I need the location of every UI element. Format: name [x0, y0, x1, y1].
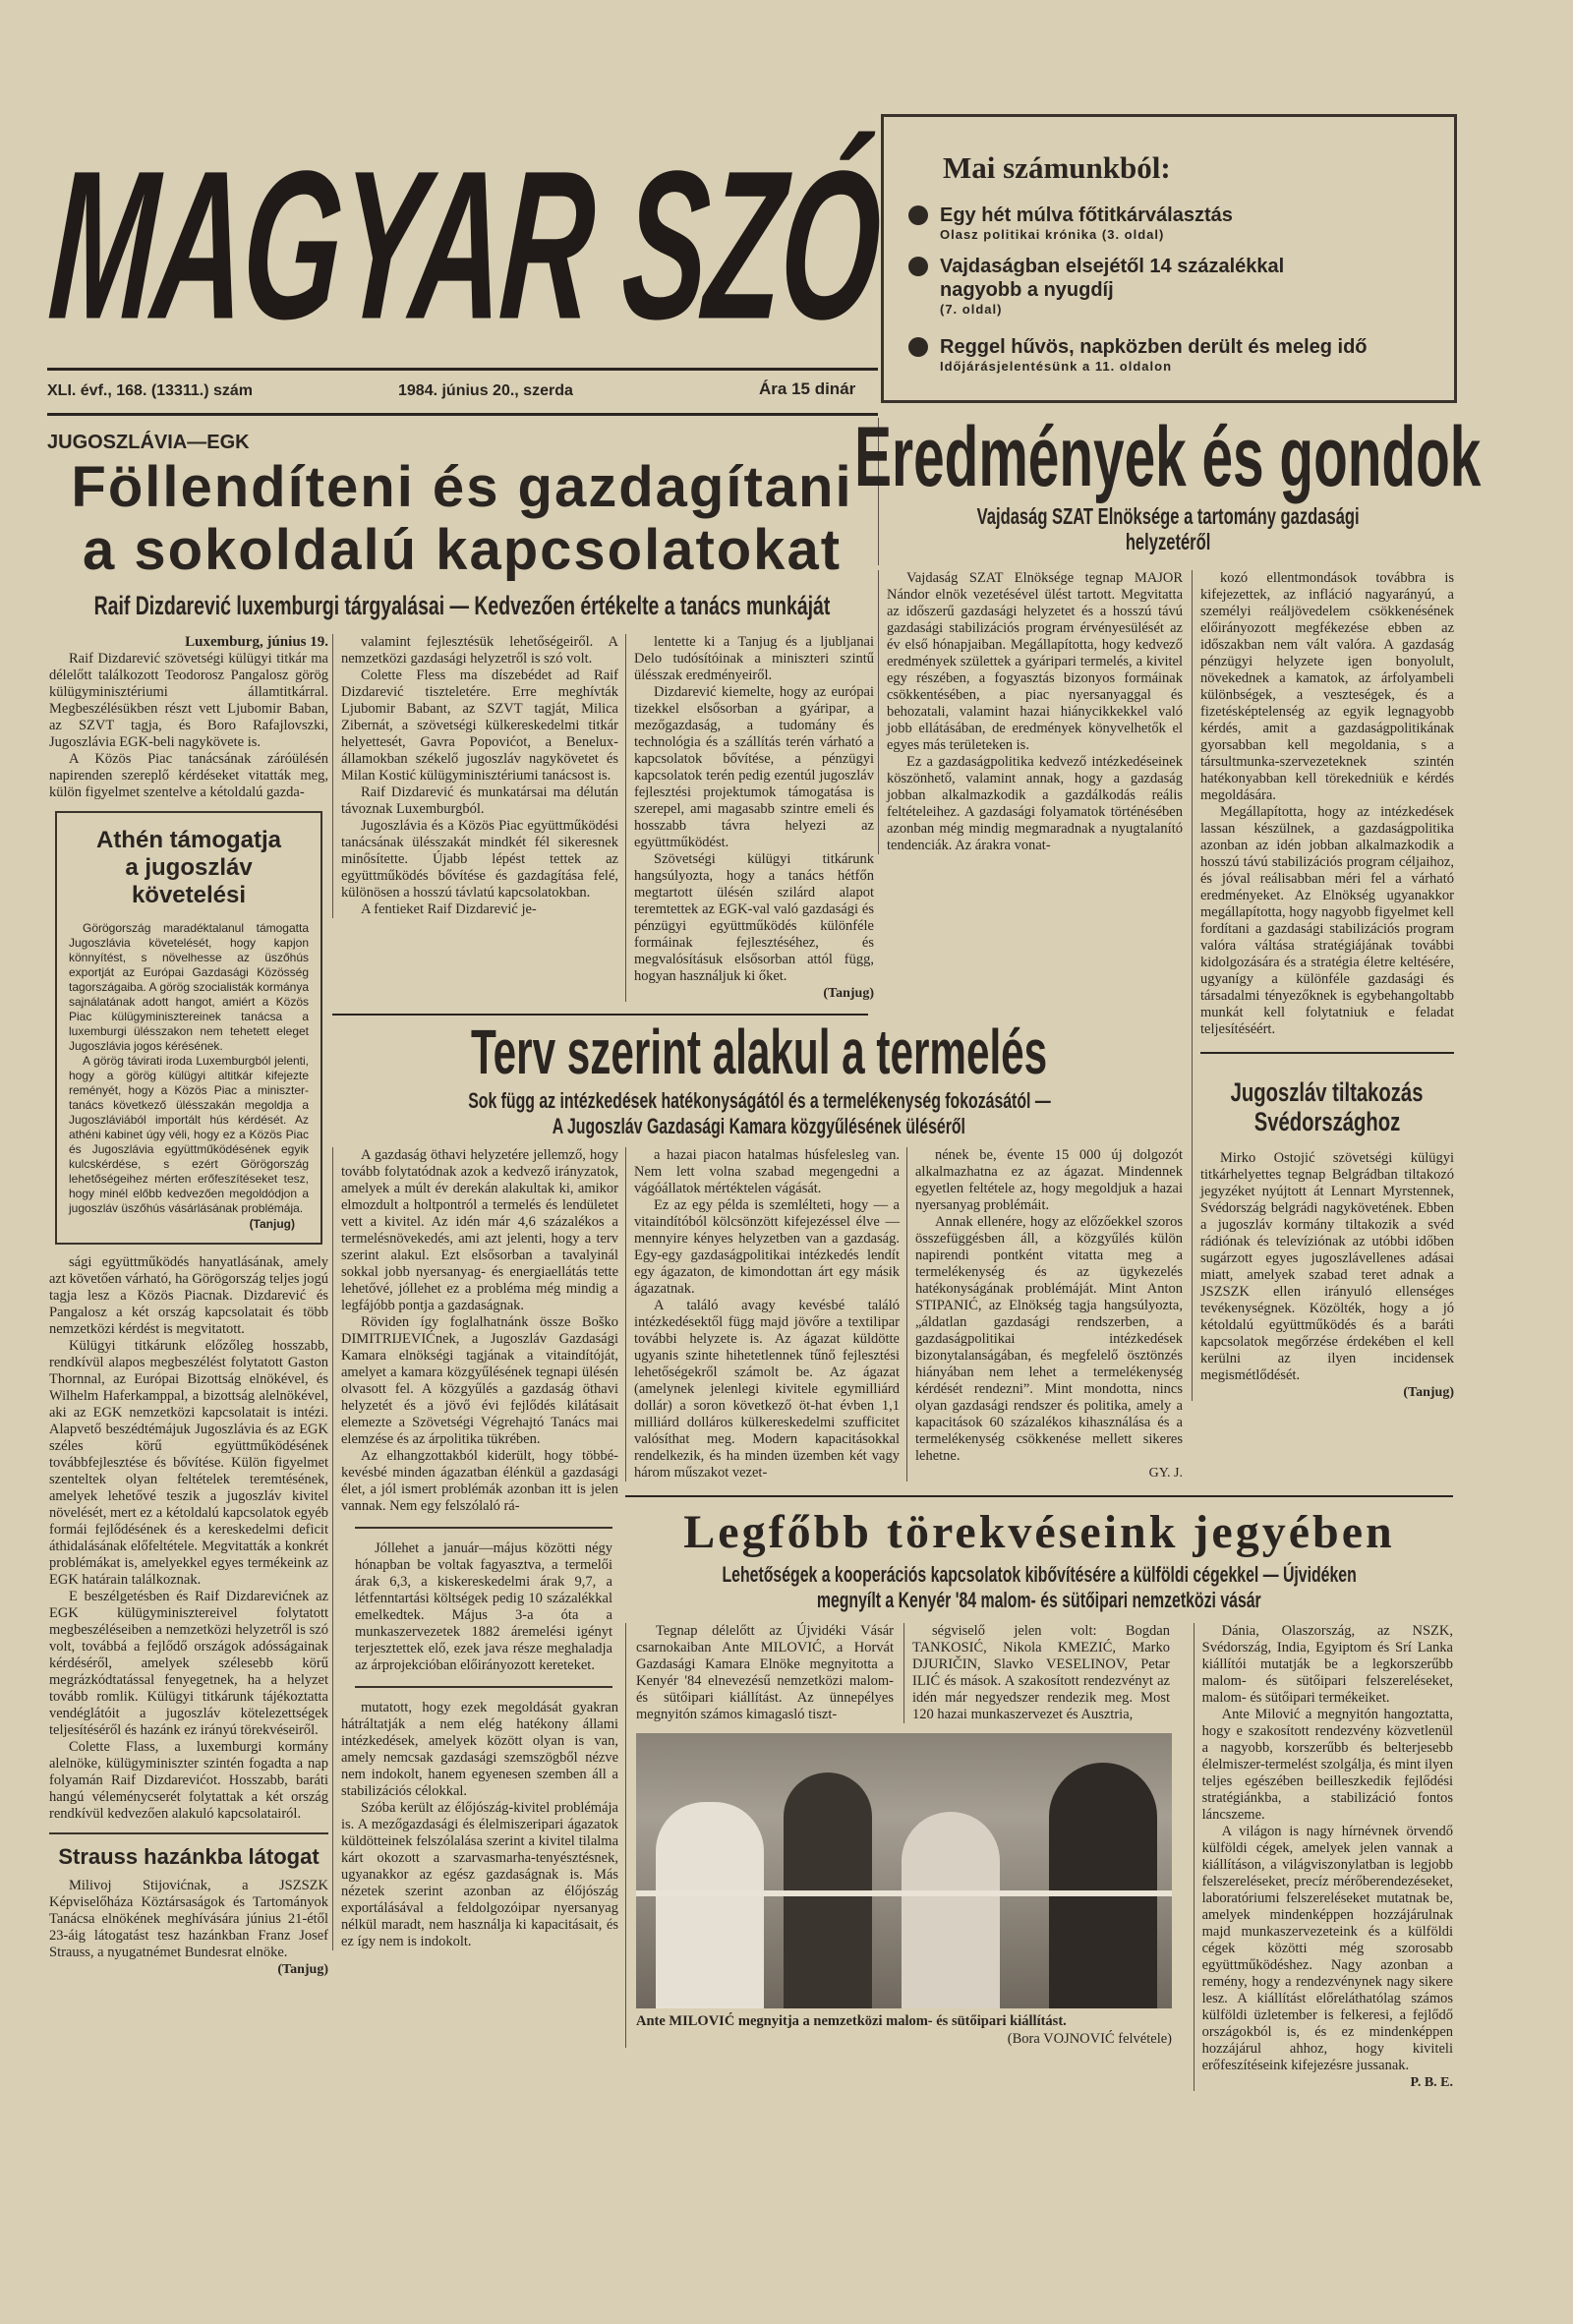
results-subtitle: helyzetéről	[1125, 529, 1211, 554]
paragraph: a hazai piacon hatalmas húsfelesleg van. Nem lett volna szabad megengedni a vágóállatok mértéktelen vágását.	[634, 1147, 900, 1196]
athens-box: Athén támogatja a jugoszláv követelési Görögország maradéktalanul támogatta Jugoszlávia követelését, hogy kapjon könnyítést, s növelhesse az üszőhús exportját az Európai Gazdasági Közösség tagországaiba. A görög szocialisták kormánya sajnálatának adott hangot, amiért a Közös Piac külügyminisztereinek tanácsa a luxemburgi ülésszakon nem tehetett eleget Jugoszlávia jogos kérésének. A görög távirati iroda Luxemburgból jelenti, hogy a görög külügyi altitkár kifejezte reményét, hogy a Közös Piac a miniszter-tanács következő ülésszakán megoldja a Jugoszláviából importált hús kérdését. Az athéni kabinet úgy véli, hogy ez a Közös Piac és Jugoszlávia együttműködésének egyik kulcskérdése, s ezért Görögország lehetőségeihez mérten erőfeszítéseket tesz, hogy minél előbb kedvezően megoldódjon a jugoszláv üszőhús vásárlásának problémája. (Tanjug)	[55, 811, 322, 1245]
paragraph: Jugoszlávia és a Közös Piac együttműködési tanácsának ülésszakát mindkét fél sikeresnek minősítette. Újabb lépést tettek az együttműködés bővítése és gazdagítása felé, különösen a hosszú távlatú kapcsolatokban.	[341, 818, 618, 901]
paragraph: Szövetségi külügyi titkárunk hangsúlyozta, hogy a tanács hétfőn megtartott ülésén szilárd alapot teremtettek az EGK-val való gazdasági és pénzügyi együttműködés különféle formáinak fejlesztéséhez, és megvalósításuk elsősorban attól függ, hogyan használjuk ki őket.	[634, 851, 874, 984]
paragraph: Megállapította, hogy az intézkedések lassan készülnek, a gazdaságpolitika azonban az idén jobban alkalmazkodik a hosszú távú stabilizációs program céljaihoz, és jóval reálisabban méri fel a várható eredményeket. Az Elnökség ugyanakkor megállapította, hogy nagyobb figyelmet kell fordítani a gazdasági stabilizációs program valóra váltása stratégiájának további kidolgozására és a stratégia életre keltésére, ugyanígy a különféle gazdasági és társadalmi tényezőknek is egybehangoltabb munkát kell folytatniuk e feladat teljesítéséért.	[1200, 804, 1454, 1037]
production-title: Terv szerint alakul a termelés	[470, 1017, 1048, 1087]
fair-article	[625, 1495, 1453, 2091]
contents-item[interactable]: Vajdaságban elsejétől 14 százalékkal nagyobb a nyugdíj (7. oldal)	[908, 255, 1361, 318]
paragraph: kozó ellentmondások továbbra is kifejezettek, az infláció nagyarányú, a személyi reáljövedelem csökkenésének előirányozott megfékezése ebben az időszakban nem vált valóra. A gazdaság pénzügyi helyzete igen bonyolult, növekednek a kamatok, az árfolyambeli különbségek, a veszteségek, és a fizetésképtelenség az egyik legnagyobb kérdés, amit a gazdaságpolitikának gyorsabban kell megoldania, s a társultmunka-szervezeteknek szintén hatékonyabban kell törekedniük e kérdés megoldására.	[1200, 570, 1454, 803]
results-col-2	[1200, 570, 1454, 1038]
paragraph: Vajdaság SZAT Elnöksége tegnap MAJOR Nándor elnök vezetésével ülést tartott. Megvitatta az időszerű gazdasági helyzetet és a hosszú távú gazdasági stabilizációs program érvényesülését az év első hónapjaiban. Megállapította, hogy kedvező eredmények születtek a gyáripari termelés, a kivitel egy részében, a fogyasztás bizonyos formáinak csökkentésében, a piac nyersanyaggal és behozatali, valamint hazai hiánycikkekkel való jobb ellátásában, de eredmények könyvelhetők el egyes más területeken is.	[887, 570, 1183, 753]
photo-figure	[1049, 1763, 1157, 2008]
fair-col-1	[636, 1623, 894, 1723]
fair-title: Legfőbb törekvéseink jegyében	[683, 1506, 1395, 1558]
lead-col-2	[332, 634, 618, 918]
fair-col-3	[1194, 1623, 1453, 2091]
paragraph: Ez a gazdaságpolitika kedvező intézkedéseinek köszönhető, valamint annak, hogy a gazdaság jobban alkalmazkodik a gazdálkodás reális feltételeihez. A gazdasági folyamatok történésében azonban még mindig megmaradnak a nyugtalanító tendenciák. Az árakra vonat-	[887, 754, 1183, 853]
contents-item[interactable]: Egy hét múlva főtitkárválasztás Olasz politikai krónika (3. oldal)	[908, 203, 1439, 243]
paragraph: mutatott, hogy ezek megoldását gyakran hátráltatják a nem elég hatékony állami intézkedések, amelyek között olyan is van, amely nemcsak gazdasági szemszögből nézve nem indokolt, hanem egyenesen szemben áll a stabilizációs célokkal.	[341, 1700, 618, 1799]
fair-author: P. B. E.	[1410, 2075, 1453, 2090]
paragraph: A Közös Piac tanácsának záróülésén napirenden szereplő kérdéseket vitatták meg, külön figyelmet szentelve a kétoldalú gazda-	[49, 751, 328, 800]
paragraph: Külügyi titkárunk előzőleg hosszabb, rendkívül alapos megbeszélést folytatott Gaston Thornnal, az Európai Bizottság elnökével, és Wilhelm Haferkamppal, a bizottság alelnökével, aki az EGK nemzetközi kapcsolatait is intézi. Alapvető beszédtémájuk Jugoszlávia és az EGK széles körű együttműködésének továbbfejlesztése és bővítése. Külön figyelmet szenteltek olyan feltételek teremtésének, amelyek lehetővé teszik a jugoszláv kivitel növelését, mert ez a kétoldalú kapcsolatok egyéb formái fejlődésének és a kereskedelmi deficit áthidalásának előfeltétele. Megvitatták a konkrét problémákat is, amelyekkel egyes termékeink az EGK határain találkoznak.	[49, 1338, 328, 1588]
protest-text: Mirko Ostojić szövetségi külügyi titkárhelyettes tegnap Belgrádban tiltakozó jegyzéket nyújtott át Lennart Myrstennek, Svédország belgrádi nagykövetének. Ebben a jugoszláv kormány tiltakozik a svéd rádiónak és televíziónak az utóbbi időben sugárzott egyes jugoszlávellenes adásai miatt, amelyek szabad teret adnak a JSZSZK ellen irányuló ellenséges tevékenységnek. Közölték, hogy a jó kétoldalú együttműködés és a baráti kapcsolatok megőrzése érdekében el kell kerülni az ilyen incidensek megismétlődését.	[1200, 1150, 1454, 1383]
paragraph: lentette ki a Tanjug és a ljubljanai Delo tudósítóinak a miniszteri szintű ülésszak eredményeiről.	[634, 634, 874, 683]
lead-title: a sokoldalú kapcsolatokat	[82, 518, 843, 582]
fair-subtitle: megnyílt a Kenyér '84 malom- és sütőipari nemzetközi vásár	[817, 1588, 1261, 1612]
paragraph: Görögország maradéktalanul támogatta Jugoszlávia követelését, hogy kapjon könnyítést, s növelhesse az üszőhús exportját az Európai Gazdasági Közösség tagországaiba. A görög szocialisták kormánya sajnálatának adott hangot, amiért a Közös Piac külügyminisztereinek tanácsa a luxemburgi ülésszakon nem tehetett eleget Jugoszlávia jogos kérésének.	[69, 921, 309, 1053]
bullet-icon	[908, 337, 928, 357]
paragraph: Ante Milović a megnyitón hangoztatta, hogy e szakosított rendezvény közvetlenül a nagyobb, korszerűbb és belterjesebb élelmiszer-termelést szolgálja, és mint ilyen teljes egészében beilleszkedik fejlődési stratégiánkba, a stabilizáció fontos láncszeme.	[1201, 1707, 1453, 1823]
photo-ribbon	[636, 1890, 1172, 1896]
lead-col-1	[49, 634, 328, 1978]
protest-title: Jugoszláv tiltakozás	[1231, 1077, 1424, 1107]
divider	[625, 1495, 1453, 1497]
paragraph: Colette Fless ma díszebédet ad Raif Dizdarević tiszteletére. Erre meghívták Ljubomir Babant, az SZVT tagját, Milica Zibernát, a szövetségi külkereskedelmi titkár helyettesét, Gavra Popovićot, a Benelux-államokban székelő jugoszláv nagykövetet és Milan Kostić külügyminisztériumi tanácsost is.	[341, 668, 618, 784]
price-box: Jóllehet a január—május közötti négy hónapban be voltak fagyasztva, a termelői árak 6,3, a kiskereskedelmi árak 9,7, a létfenntartási költségek pedig 10 százalékkal emelkedtek. Május 3-a óta a munkaszervezetek 1882 áremelési igényt terjesztettek elő, ezek java része meghaladja az árprojekcióban előirányozott kereteket.	[355, 1527, 612, 1688]
production-head	[332, 1014, 1186, 1139]
lead-col-1-cont	[49, 1254, 328, 1823]
paragraph: Raif Dizdarević szövetségi külügyi titkár ma délelőtt találkozott Teodorosz Pangalosz görög külügyminisztériumi államtitkárral. Megbeszélésükben részt vett Ljubomir Baban, az SZVT tagja, és Boro Rafajlovszki, Jugoszlávia EGK-beli nagykövete is.	[49, 651, 328, 750]
paragraph: A világon is nagy hírnévnek örvendő külföldi cégek, amelyek jelen vannak a kiállításon, a világviszonylatban is legjobb felszereléseket, precíz mérőberendezéseket, laboratóriumi felszereléseket mutatnak be, amelyek mindenképpen hozzájárulnak majd munkaszervezeteink és a külföldi cégek közötti még szorosabb együttműködéshez. Nagy azonban a remény, hogy a rendezvénynek nagy sikere lesz. A kiállítást előreláthatólag számos külföldi üzletember is felkeresi, a fejlődő országokból is, és ez mindenképpen hozzájárul ahhoz, hogy kiviteli erőfeszítéseink kifejezésre jussanak.	[1201, 1824, 1453, 2073]
paragraph: valamint fejlesztésük lehetőségeiről. A nemzetközi gazdasági helyzetről is szó volt.	[341, 634, 618, 667]
paragraph: Ez az egy példa is szemlélteti, hogy — a vitaindítóból kölcsönzött kifejezéssel élve — mennyire kényes helyzetben van a gazdaság. Egy-egy gazdaságpolitikai intézkedés lendít egy ágazaton, de kimondottan árt egy másik ágazatnak.	[634, 1197, 900, 1297]
issue-date: 1984. június 20., szerda	[398, 382, 573, 399]
paragraph: sági együttműködés hanyatlásának, amely azt követően várható, ha Görögország teljes jogú tagja lesz a Közös Piacnak. Dizdarević és Pangalosz a két ország kapcsolatait és több nemzetközi kérdést is megvitatott.	[49, 1254, 328, 1337]
production-col-3: nének be, évente 15 000 új dolgozót alkalmazhatna ez az ágazat. Mindennek egyetlen feltétele az, hogy megoldjuk a hazai nyersanyag problémáit. Annak ellenére, hogy az előzőekkel szoros összefüggésben áll, a közgyűlés külön napirendi pontként vitatta meg a termelékenység és az ügykezelés hatékonyságának problémáját. Mint Anton STIPANIĆ, az Elnökség tagja hangsúlyozta, „áldatlan gazdasági rendszerben, a gazdaságpolitikai intézkedések bizonytalanságában, és megfelelő ösztönzés hiányában nem lehet a termelékenység kérdését rendezni”. Mint mondotta, nincs olyan gazdasági rendszer és politika, amely a kapacitások 60 százalékos kihasználása és a termelékenység csökkenése mellett sikeres lehetne. GY. J.	[906, 1147, 1183, 1482]
paragraph: Dizdarević kiemelte, hogy az európai tizekkel elsősorban a gyáripar, a mezőgazdaság, a tudomány és technológia és a szállítás terén várható a kapcsolatok bővítése, a pénzügyi kapcsolatok terén pedig ezentúl jugoszláv fejlesztési projektumok támogatása is szerepel, ami magasabb szintre emeli és hosszabb távra helyezi az együttműködést.	[634, 684, 874, 850]
results-subtitle: Vajdaság SZAT Elnöksége a tartomány gazdasági	[976, 503, 1360, 529]
paragraph: ségviselő jelen volt: Bogdan TANKOSIĆ, Nikola KMEZIĆ, Marko DJURIČIN, Slavko VESELINOV, Petar ILIĆ és mások. A szakosított rendezvényt az idén már negyedszer rendezik meg. Most 120 hazai munkaszervezet és Ausztria,	[912, 1623, 1170, 1722]
production-col-1-cont	[341, 1700, 618, 1950]
contents-item[interactable]: Reggel hűvös, napközben derült és meleg idő Időjárásjelentésünk a 11. oldalon	[908, 335, 1439, 375]
contents-box	[881, 114, 1457, 403]
lead-col-3: lentette ki a Tanjug és a ljubljanai Delo tudósítóinak a miniszteri szintű ülésszak eredményeiről. Dizdarević kiemelte, hogy az európai tizekkel elsősorban a gyáripar, a mezőgazdaság, a tudomány és technológia és a szállítás terén várható a kapcsolatok bővítése, a pénzügyi kapcsolatok terén pedig ezentúl jugoszláv fejlesztési projektumok támogatása is szerepel, ami magasabb szintre emeli és hosszabb távra helyezi az együttműködést. Szövetségi külügyi titkárunk hangsúlyozta, hogy a tanács hétfőn megtartott ülésén szilárd alapot teremtettek az EGK-val való gazdasági és pénzügyi együttműködés különféle formáinak fejlesztéséhez, és megvalósításuk elsősorban attól függ, hogyan használjuk ki őket. (Tanjug)	[625, 634, 874, 1002]
lead-title: Föllendíteni és gazdagítani	[71, 455, 853, 519]
paragraph: Az elhangzottakból kiderült, hogy többé-kevésbé minden ágazatban élénkül a gazdasági élet, a jól ismert problémák azonban itt is jelen vannak. Nem egy felszólaló rá-	[341, 1448, 618, 1514]
fair-col-2	[903, 1623, 1170, 1723]
paragraph: Raif Dizdarević és munkatársai ma délután távoznak Luxemburgból.	[341, 784, 618, 817]
production-col-1	[332, 1147, 618, 1950]
bullet-icon	[908, 257, 928, 276]
paragraph: A találó avagy kevésbé találó intézkedésektől függ majd jövőre a textilipar további helyzete is. Az ágazat küldötte ugyanis szinte hihetetlennek tűnő fejlesztési lehetőségekről számolt be. Az ágazat (amelynek jelenlegi kivitele egymilliárd dollár) a soron következő öt-hat évben 1,1 milliárd dolláros külkereskedelmi szufficitet valósíthat meg. Modern kapacitásokkal rendelkezik, és ha minden üzemben két vagy három műszakot vezet-	[634, 1298, 900, 1481]
paragraph: Szóba került az élőjószág-kivitel problémája is. A mezőgazdasági és élelmiszeripari ágazatok küldötteinek felszólalása szerint a kivitel tilalma kárt okozott a szarvasmarha-tenyésztésnek, ugyanakkor az egész gazdaságnak is. Más nézetek szerint azonban az élőjószág exportálásával a feldolgozóipar nyersanyag nélkül maradt, nem használja ki kapacitásait, és ez így nem is indokolt.	[341, 1800, 618, 1949]
dateline: Luxemburg, június 19.	[185, 634, 328, 650]
strauss-box: Strauss hazánkba látogat Milivoj Stijovićnak, a JSZSZK Képviselőháza Köztársaságok és Tartományok Tanácsa elnökének meghívására június 21-étől 23-áig látogatást tesz hazánkban Franz Josef Strauss, a nyugatnémet Bundesrat elnöke. (Tanjug)	[49, 1832, 328, 1978]
paragraph: A görög távirati iroda Luxemburgból jelenti, hogy a görög külügyi altitkár kifejezte reményét, hogy a Közös Piac a miniszter-tanács következő ülésszakán megoldja a Jugoszláviából importált hús kérdését. Az athéni kabinet úgy véli, hogy ez a Közös Piac és Jugoszlávia együttműködésének egyik kulcskérdése, s ezért Görögország lehetőségeihez mérten erőfeszítéseket tesz, hogy minél előbb kedvezően megoldódjon a jugoszláv üszőhús vásárlásának problémája.	[69, 1054, 309, 1215]
paragraph: A fentieket Raif Dizdarević je-	[361, 901, 537, 917]
production-subtitle: A Jugoszláv Gazdasági Kamara közgyűlésének üléséről	[552, 1114, 966, 1138]
fair-subtitle: Lehetőségek a kooperációs kapcsolatok kibővítésére a külföldi cégekkel — Újvidéken	[722, 1562, 1357, 1587]
masthead-logo: MAGYAR SZÓ	[43, 127, 886, 364]
paragraph: Annak ellenére, hogy az előzőekkel szoros összefüggésben áll, a közgyűlés külön napirendi pontként vitatta meg a termelékenység és az ügykezelés hatékonyságának problémáját. Mint Anton STIPANIĆ, az Elnökség tagja hangsúlyozta, „áldatlan gazdasági rendszerben, a gazdaságpolitikai intézkedések bizonytalanságában, és megfelelő ösztönzés hiányában nem lehet a termelékenység kérdését rendezni”. Mint mondotta, nincs olyan gazdasági rendszer és politika, amely a kapacitások 60 százalékos kihasználása és a termelékenység csökkenése mellett sikeres lehetne.	[915, 1214, 1183, 1464]
results-col-1	[878, 570, 1183, 854]
protest-title: Svédországhoz	[1253, 1107, 1401, 1136]
athens-text	[69, 921, 309, 1216]
masthead-rule-top	[47, 368, 878, 371]
issue-number: XLI. évf., 168. (13311.) szám	[47, 382, 254, 399]
masthead-rule-bottom	[47, 413, 878, 416]
contents-title: Mai számunkból:	[943, 150, 1171, 185]
paragraph: E beszélgetésben és Raif Dizdarevićnek az EGK külügyminisztereivel folytatott megbeszéléseiben a nemzetközi helyzetről is szó volt, továbbá a fejlődő országok adósságainak kérdéséről, amelyek szélesebb körű megrázkódtatással fenyegetnek, ha a helyzet tovább romlik. Külügyi titkárunk tájékoztatta vendéglátóit a jugoszláv kötelezettségek teljesítéséről és hazánk ez irányú törekvéseiről.	[49, 1589, 328, 1738]
bullet-icon	[908, 205, 928, 225]
results-title: Eredmények és gondok	[854, 410, 1482, 504]
lead-subtitle: Raif Dizdarević luxemburgi tárgyalásai — Kedvezően értékelte a tanács munkáját	[93, 591, 831, 620]
paragraph: nének be, évente 15 000 új dolgozót alkalmazhatna ez az ágazat. Mindennek egyetlen feltétele az, hogy megoldjuk a hazai nyersanyag problémáit.	[915, 1147, 1183, 1213]
paragraph: Dánia, Olaszország, az NSZK, Svédország, India, Egyiptom és Srí Lanka kiállítói mutatják be a legkorszerűbb malom- és sütőipari felszereléseket, malom- és sütőipari termékeiket.	[1201, 1623, 1453, 1706]
photo-figure	[656, 1802, 764, 2008]
fair-photo	[636, 1733, 1172, 2008]
athens-title: Athén támogatja a jugoszláv követelési	[95, 827, 281, 908]
paragraph: Colette Flass, a luxemburgi kormány alelnöke, külügyminiszter szintén fogadta a nap folyamán Raif Dizdarevićot. Hosszabb, baráti hangú véleménycserét folytattak a két ország rendkívül kedvezően alakuló kapcsolatairól.	[49, 1739, 328, 1822]
issue-price: Ára 15 dinár	[759, 379, 856, 398]
paragraph: Röviden így foglalhatnánk össze Boško DIMITRIJEVIĆnek, a Jugoszláv Gazdasági Kamara elnökségi tagjának a vitaindítóját, amelyet a kamara közgyűlésének tegnapi ülésén olvasott fel. A közgyűlés a gazdaság öthavi helyzetét és a jövő évi fejlődés kilátásait elemezte a Szövetségi Végrehajtó Tanács mai elemzése és az árpolitika tükrében.	[341, 1314, 618, 1447]
paragraph: Tegnap délelőtt az Újvidéki Vásár csarnokaiban Ante MILOVIĆ, a Horvát Gazdasági Kamara Elnöke megnyitotta a Kenyér '84 elnevezésű nemzetközi malom- és sütőipari kiállítást. Az ünnepélyes megnyitón számos kimagasló tiszt-	[636, 1623, 894, 1722]
production-subtitle: Sok függ az intézkedések hatékonyságától és a termelékenység fokozásától —	[467, 1088, 1051, 1113]
divider	[1200, 1052, 1454, 1054]
paragraph: A gazdaság öthavi helyzetére jellemző, hogy tovább folytatódnak azok a kedvező irányzatok, amelyek a múlt év derekán alakultak ki, amikor elmozdult a holtpontról a termelés és lendületet vett a kivitel. Az idén már 4,6 százalékos a termelésnövekedés, ami azt jelenti, hogy a terv szerint alakul. Ezt elsősorban a tavalyinál sokkal jobb nyersanyag- és energiaellátás tette lehetővé, jóllehet ez a probléma még mindig a legfájóbb pontja a gazdaságnak.	[341, 1147, 618, 1313]
photo-caption: Ante MILOVIĆ megnyitja a nemzetközi malom- és sütőipari kiállítást. (Bora VOJNOVIĆ felvétele)	[636, 2013, 1172, 2047]
lead-kicker: JUGOSZLÁVIA—EGK	[47, 432, 250, 453]
production-col-2	[625, 1147, 900, 1482]
photo-figure	[902, 1812, 1000, 2008]
right-column: kozó ellentmondások továbbra is kifejezettek, az infláció nagyarányú, a személyi reáljövedelem csökkenésének előirányozott megfékezése ebben az időszakban nem vált valóra. A gazdaság pénzügyi helyzete igen bonyolult, növekednek a kamatok, az árfolyambeli különbségek, a veszteségek, és a fizetésképtelenség az egyik legnagyobb kérdés, amit a gazdaságpolitikának gyorsabban kell megoldania, s a társultmunka-szervezeteknek szintén hatékonyabban kell törekedniük e kérdés megoldására. Megállapította, hogy az intézkedések lassan készülnek, a gazdaságpolitika azonban az idén jobban alkalmazkodik a hosszú távú stabilizációs program céljaihoz, és jóval reálisabban méri fel a várható eredményeket. Az Elnökség ugyanakkor megállapította, hogy nagyobb figyelmet kell fordítani a gazdasági stabilizációs program valóra váltása stratégiájának további kidolgozására és a stratégia életre keltésére, ugyanígy a különféle gazdasági és társadalmi tényezőknek is egybehangoltabb munkát kell folytatniuk e feladat teljesítéséért. Jugoszláv tiltakozás Svédországhoz Mirko Ostojić szövetségi külügyi titkárhelyettes tegnap Belgrádban tiltakozó jegyzéket nyújtott át Lennart Myrstennek, Svédország belgrádi nagykövetének. Ebben a jugoszláv kormány tiltakozik a svéd rádiónak és televíziónak az utóbbi időben sugárzott egyes jugoszlávellenes adásai miatt, amelyek szabad teret adnak a JSZSZK ellen irányuló ellenséges tevékenységnek. Közölték, hogy a jó kétoldalú együttműködés és a baráti kapcsolatok megőrzése érdekében el kell kerülni az ilyen incidensek megismétlődését. (Tanjug)	[1192, 570, 1454, 1401]
